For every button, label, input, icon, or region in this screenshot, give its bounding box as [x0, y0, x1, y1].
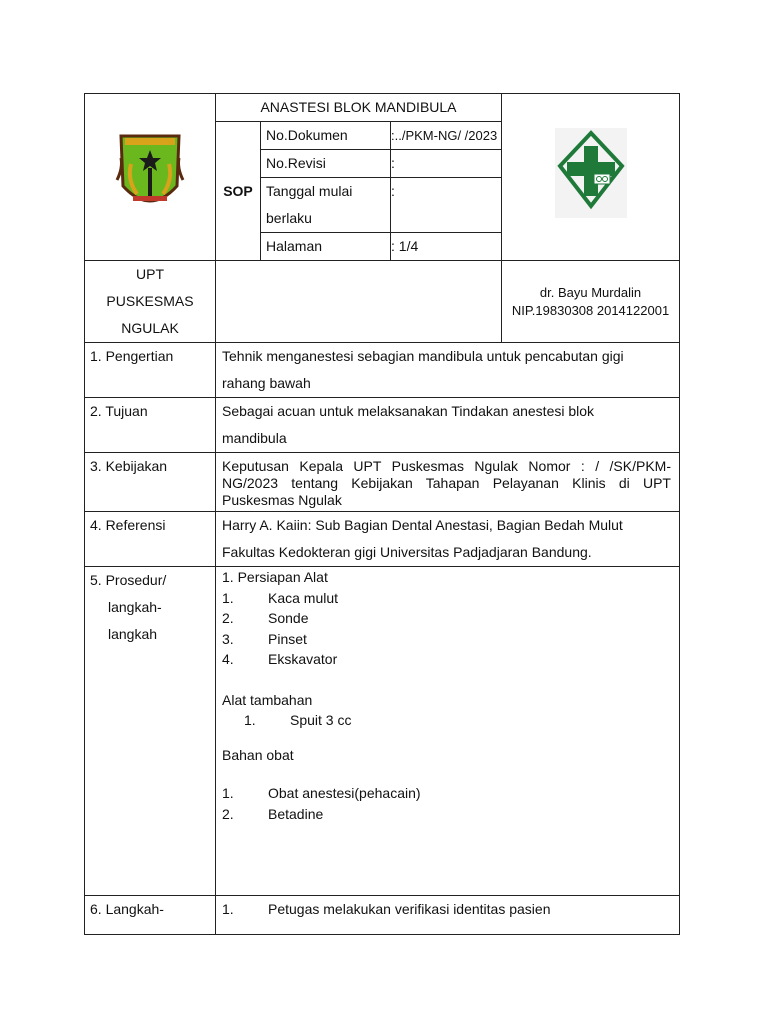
text-line: Fakultas Kedokteran gigi Universitas Padjadjaran Bandung.: [222, 544, 592, 560]
label-line: 5. Prosedur/: [90, 572, 167, 588]
section-label-referensi: 4. Referensi: [85, 512, 216, 567]
regency-crest-cell: [85, 94, 216, 261]
meta-value-tanggal: :: [391, 178, 502, 206]
sop-label: SOP: [216, 122, 261, 261]
meta-label-no-dokumen: No.Dokumen: [261, 122, 391, 150]
list-item: 1. Kaca mulut: [222, 589, 339, 606]
meta-value-halaman: : 1/4: [391, 233, 502, 261]
meta-value-no-dokumen: :../PKM-NG/ /2023: [391, 122, 502, 150]
section-content-referensi: [216, 512, 680, 567]
section-content-langkah: [216, 896, 680, 935]
meta-label-halaman: Halaman: [261, 233, 391, 261]
section-content-kebijakan: Keputusan Kepala UPT Puskesmas Ngulak Nomor : / /SK/PKM-NG/2023 tentang Kebijakan Tahapan Pelayanan Klinis di UPT Puskesmas Ngulak: [216, 453, 680, 512]
signatory: [502, 261, 680, 343]
list-item: 4. Ekskavator: [222, 651, 338, 667]
section-label-kebijakan: 3. Kebijakan: [85, 453, 216, 512]
section-content-pengertian: [216, 343, 680, 398]
text-line: Sebagai acuan untuk melaksanakan Tindakan anestesi blok: [222, 403, 595, 419]
text-line: Harry A. Kaiin: Sub Bagian Dental Anestasi, Bagian Bedah Mulut: [222, 517, 623, 533]
step-text: Petugas melakukan verifikasi identitas pasien: [268, 901, 551, 917]
tambahan-title: Alat tambahan: [222, 691, 313, 708]
section-label-langkah: 6. Langkah-: [85, 896, 216, 935]
step-number: 1.: [222, 901, 234, 917]
document-title: ANASTESI BLOK MANDIBULA: [216, 94, 502, 122]
section-label-pengertian: 1. Pengertian: [85, 343, 216, 398]
label-line: langkah-: [108, 599, 162, 615]
puskesmas-logo-cell: [502, 94, 680, 261]
meta-value-berlaku: [391, 205, 502, 233]
meta-label-tanggal: Tanggal mulai: [261, 178, 391, 206]
sop-table: [84, 93, 680, 935]
regency-crest-icon: [115, 128, 185, 218]
sop-document: [84, 93, 679, 935]
list-item: 2. Betadine: [222, 805, 324, 822]
label-line: langkah: [108, 626, 158, 642]
section-content-prosedur: [216, 567, 680, 896]
upt-name: [85, 261, 216, 343]
text-line: rahang bawah: [222, 375, 311, 391]
section-content-tujuan: [216, 398, 680, 453]
puskesmas-cross-logo-icon: [555, 128, 627, 218]
meta-value-no-revisi: :: [391, 150, 502, 178]
section-label-prosedur: [85, 567, 216, 896]
list-item: 3. Pinset: [222, 630, 307, 647]
upt-line: PUSKESMAS: [106, 293, 194, 309]
meta-label-no-revisi: No.Revisi: [261, 150, 391, 178]
persiapan-title: 1. Persiapan Alat: [222, 569, 328, 585]
blank-cell: [216, 261, 502, 343]
text-line: mandibula: [222, 430, 287, 446]
list-item: 1. Obat anestesi(pehacain): [222, 785, 421, 801]
text-line: Tehnik menganestesi sebagian mandibula untuk pencabutan gigi: [222, 348, 624, 364]
list-item: 2. Sonde: [222, 610, 309, 626]
signatory-name: dr. Bayu Murdalin: [539, 284, 642, 300]
section-label-tujuan: 2. Tujuan: [85, 398, 216, 453]
upt-line: UPT: [136, 266, 164, 282]
meta-label-berlaku: berlaku: [261, 205, 391, 233]
upt-line: NGULAK: [121, 320, 179, 336]
signatory-nip: NIP.19830308 2014122001: [511, 302, 670, 318]
list-item: 1. Spuit 3 cc: [244, 712, 352, 728]
bahan-title: Bahan obat: [222, 746, 294, 763]
